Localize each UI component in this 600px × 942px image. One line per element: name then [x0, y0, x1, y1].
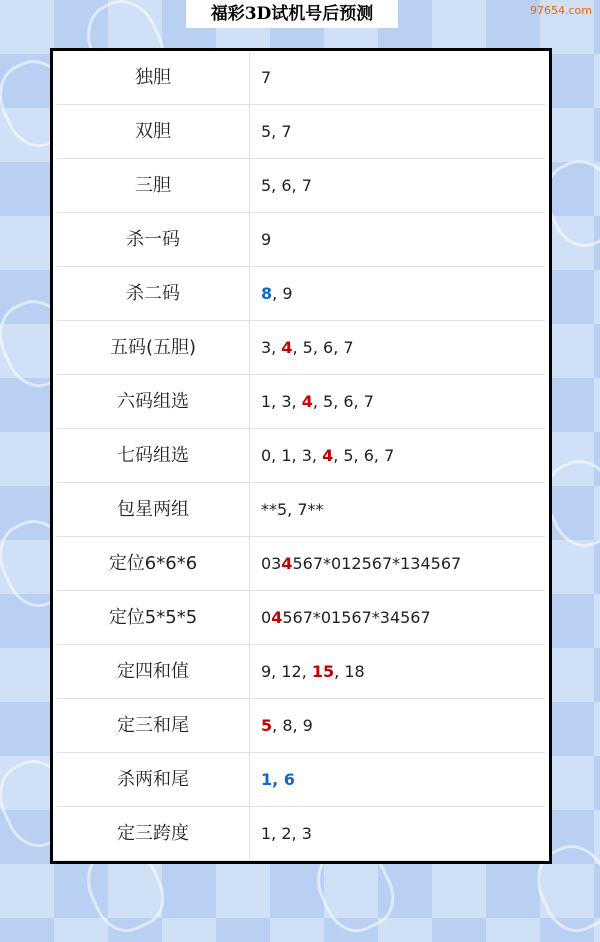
table-row	[57, 645, 545, 699]
row-label: 杀二码	[57, 267, 250, 320]
number-text: 0	[261, 608, 272, 627]
highlighted-number: 4	[281, 554, 293, 573]
row-label: 定四和值	[57, 645, 250, 698]
number-text: , 5, 6, 7	[333, 446, 395, 465]
number-text: 03	[261, 554, 282, 573]
highlighted-number: 4	[301, 392, 313, 411]
table-row	[57, 213, 545, 267]
number-text: 5, 6, 7	[261, 176, 312, 195]
row-value	[261, 483, 324, 536]
row-value	[261, 753, 295, 806]
row-value	[261, 159, 312, 212]
row-label: 七码组选	[57, 429, 250, 482]
highlighted-number: 8	[261, 284, 273, 303]
highlighted-number: 4	[322, 446, 334, 465]
highlighted-number: 1, 6	[261, 770, 295, 789]
row-label: 杀两和尾	[57, 753, 250, 806]
number-text: 0, 1, 3,	[261, 446, 323, 465]
table-row	[57, 699, 545, 753]
row-label: 杀一码	[57, 213, 250, 266]
table-row	[57, 753, 545, 807]
table-row	[57, 537, 545, 591]
highlighted-number: 4	[271, 608, 283, 627]
number-text: 1, 2, 3	[261, 824, 312, 843]
row-label: 六码组选	[57, 375, 250, 428]
highlighted-number: 5	[261, 716, 273, 735]
number-text: 1, 3,	[261, 392, 302, 411]
number-text: , 8, 9	[272, 716, 313, 735]
row-label: 定三和尾	[57, 699, 250, 752]
table-row	[57, 51, 545, 105]
table-row	[57, 591, 545, 645]
watermark: 97654.com	[530, 4, 592, 17]
highlighted-number: 4	[281, 338, 293, 357]
row-value	[261, 645, 365, 698]
number-text: 5, 7	[261, 122, 292, 141]
number-text: 567*01567*34567	[282, 608, 431, 627]
row-label: 定位6*6*6	[57, 537, 250, 590]
table-row	[57, 375, 545, 429]
row-value	[261, 321, 354, 374]
row-value	[261, 537, 461, 590]
row-value	[261, 51, 271, 104]
number-text: 7	[261, 68, 272, 87]
number-text: 9	[261, 230, 272, 249]
prediction-table	[50, 48, 552, 864]
number-text: , 18	[334, 662, 365, 681]
table-row	[57, 321, 545, 375]
row-label: 包星两组	[57, 483, 250, 536]
number-text: , 5, 6, 7	[312, 392, 374, 411]
number-text: , 5, 6, 7	[292, 338, 354, 357]
table-row	[57, 267, 545, 321]
table-row	[57, 483, 545, 537]
row-label: 双胆	[57, 105, 250, 158]
row-value	[261, 213, 271, 266]
table-row	[57, 429, 545, 483]
number-text: 3,	[261, 338, 282, 357]
number-text: , 9	[272, 284, 293, 303]
row-value	[261, 807, 312, 860]
row-value	[261, 429, 394, 482]
row-label: 定位5*5*5	[57, 591, 250, 644]
row-label: 三胆	[57, 159, 250, 212]
table-row	[57, 807, 545, 861]
row-label: 五码(五胆)	[57, 321, 250, 374]
number-text: 567*012567*134567	[292, 554, 462, 573]
row-value	[261, 591, 431, 644]
table-row	[57, 159, 545, 213]
row-value	[261, 375, 374, 428]
row-value	[261, 105, 292, 158]
highlighted-number: 15	[311, 662, 335, 681]
row-label: 独胆	[57, 51, 250, 104]
row-value	[261, 699, 313, 752]
page-title: 福彩3D试机号后预测	[186, 0, 398, 28]
number-text: 9, 12,	[261, 662, 312, 681]
number-text: **5, 7**	[261, 500, 324, 519]
table-row	[57, 105, 545, 159]
row-value	[261, 267, 293, 320]
row-label: 定三跨度	[57, 807, 250, 860]
